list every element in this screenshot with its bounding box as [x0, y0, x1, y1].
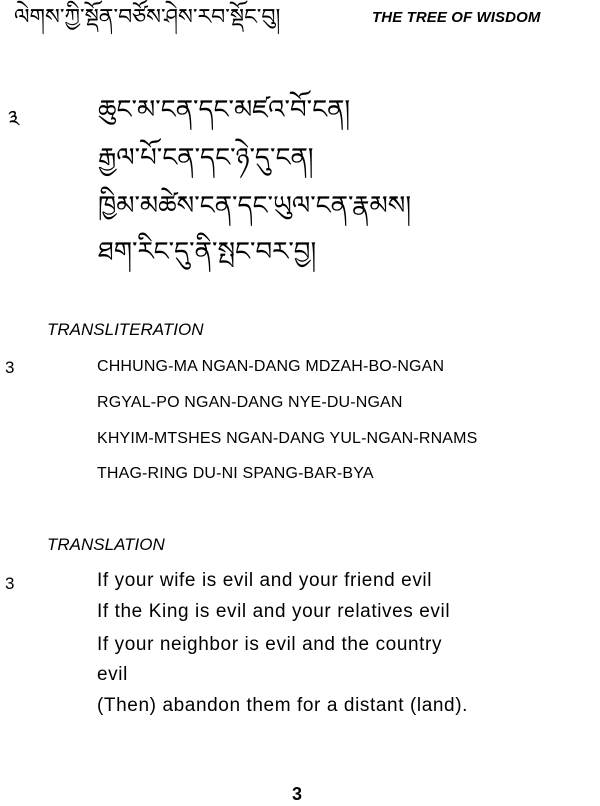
page-header — [0, 2, 600, 34]
translation-line: If your neighbor is evil and the country — [97, 634, 443, 655]
translation-line: If the King is evil and your relatives evil — [97, 601, 451, 622]
transliteration-verse-number: 3 — [5, 358, 15, 377]
translation-line: (Then) abandon them for a distant (land). — [97, 695, 469, 716]
page-number: 3 — [292, 784, 303, 804]
translation-verse-number: 3 — [5, 574, 15, 593]
translation-line: evil — [97, 664, 128, 685]
header-tibetan-title: ལེགས་ཀྱི་སྡོན་བཙོས་ཤེས་རབ་སྡོང་བུ། — [14, 5, 281, 30]
header-title: THE TREE OF WISDOM — [372, 9, 541, 26]
transliteration-line: THAG-RING DU-NI SPANG-BAR-BYA — [97, 465, 374, 482]
transliteration-heading: TRANSLITERATION — [47, 320, 204, 339]
transliteration-line: CHHUNG-MA NGAN-DANG MDZAH-BO-NGAN — [97, 358, 445, 375]
translation-line: If your wife is evil and your friend evil — [97, 570, 433, 591]
transliteration-line: RGYAL-PO NGAN-DANG NYE-DU-NGAN — [97, 394, 403, 411]
tibetan-verse-number: ༣ — [8, 107, 20, 132]
tibetan-line: ཆུང་མ་ངན་དང་མཛའ་བོ་ངན། — [98, 95, 351, 125]
tibetan-line: ཁྱིམ་མཚེས་ངན་དང་ཡུལ་ངན་རྣམས། — [98, 191, 412, 221]
transliteration-line: KHYIM-MTSHES NGAN-DANG YUL-NGAN-RNAMS — [97, 430, 478, 447]
translation-heading: TRANSLATION — [47, 535, 165, 554]
tibetan-line: རྒྱལ་པོ་ངན་དང་ཉེ་དུ་ངན། — [98, 143, 314, 173]
tibetan-line: ཐག་རིང་དུ་ནི་སྤང་བར་བྱ། — [98, 237, 317, 267]
